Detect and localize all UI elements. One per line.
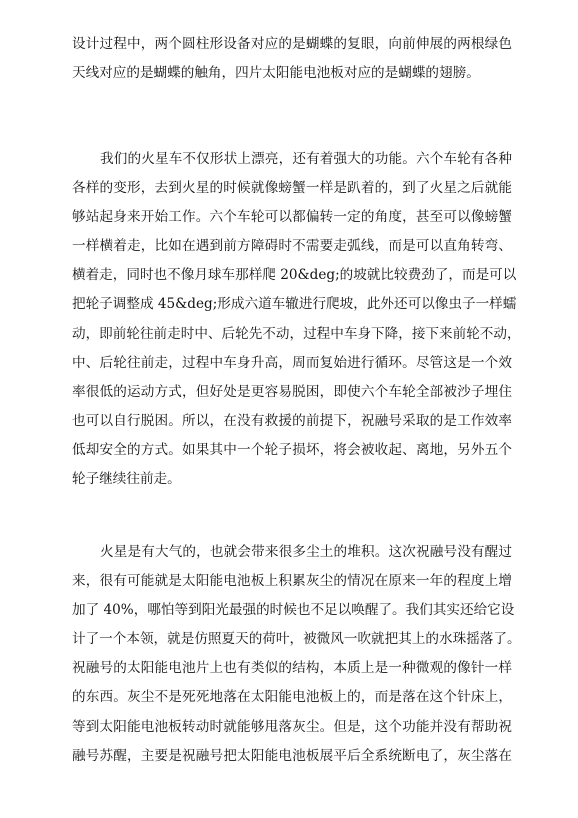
- text-line: 把轮子调整成 45&deg;形成六道车辙进行爬坡，此外还可以像虫子一样蠕: [72, 296, 517, 313]
- text-line: 够站起身来开始工作。六个车轮可以都偏转一定的角度，甚至可以像螃蟹: [72, 209, 512, 226]
- text-line: 祝融号的太阳能电池片上也有类似的结构，本质上是一种微观的像针一样: [72, 660, 512, 677]
- text-line: 设计过程中，两个圆柱形设备对应的是蝴蝶的复眼，向前伸展的两根绿色: [72, 36, 512, 52]
- paragraph-1: [72, 30, 512, 88]
- text-line: 中、后轮往前走，过程中车身升高，周而复始进行循环。尽管这是一个效: [72, 354, 512, 371]
- text-line: 来，很有可能就是太阳能电池板上积累灰尘的情况在原来一年的程度上增: [72, 573, 512, 590]
- paragraph-2: [72, 145, 521, 494]
- text-line: 天线对应的是蝴蝶的触角，四片太阳能电池板对应的是蝴蝶的翅膀。: [72, 65, 480, 82]
- text-line: 动，即前轮往前走时中、后轮先不动，过程中车身下降，接下来前轮不动，: [72, 325, 521, 342]
- text-line: 率很低的运动方式，但好处是更容易脱困，即使六个车轮全部被沙子埋住: [72, 383, 512, 400]
- text-line: 轮子继续往前走。: [72, 471, 181, 488]
- text-line: 也可以自行脱困。所以，在没有救援的前提下，祝融号采取的是工作效率: [72, 412, 512, 429]
- text-line: 各样的变形，去到火星的时候就像螃蟹一样是趴着的，到了火星之后就能: [72, 180, 512, 197]
- paragraph-3: [72, 538, 521, 771]
- text-line: 火星是有大气的，也就会带来很多尘土的堆积。这次祝融号没有醒过: [100, 544, 512, 560]
- text-line: 等到太阳能电池板转动时就能够甩落灰尘。但是，这个功能并没有帮助祝: [72, 718, 512, 735]
- text-line: 低却安全的方式。如果其中一个轮子损坏，将会被收起、离地，另外五个: [72, 441, 512, 458]
- text-line: 计了一个本领，就是仿照夏天的荷叶，被微风一吹就把其上的水珠摇落了。: [72, 631, 521, 648]
- text-line: 横着走，同时也不像月球车那样爬 20&deg;的坡就比较费劲了，而是可以: [72, 267, 517, 284]
- text-line: 我们的火星车不仅形状上漂亮，还有着强大的功能。六个车轮有各种: [100, 151, 512, 167]
- text-line: 加了 40%，哪怕等到阳光最强的时候也不足以唤醒了。我们其实还给它设: [72, 602, 515, 619]
- text-line: 融号苏醒，主要是祝融号把太阳能电池板展平后全系统断电了，灰尘落在: [72, 747, 512, 764]
- text-line: 一样横着走，比如在遇到前方障碍时不需要走弧线，而是可以直角转弯、: [72, 238, 512, 255]
- text-line: 的东西。灰尘不是死死地落在太阳能电池板上的，而是落在这个针床上，: [72, 689, 512, 706]
